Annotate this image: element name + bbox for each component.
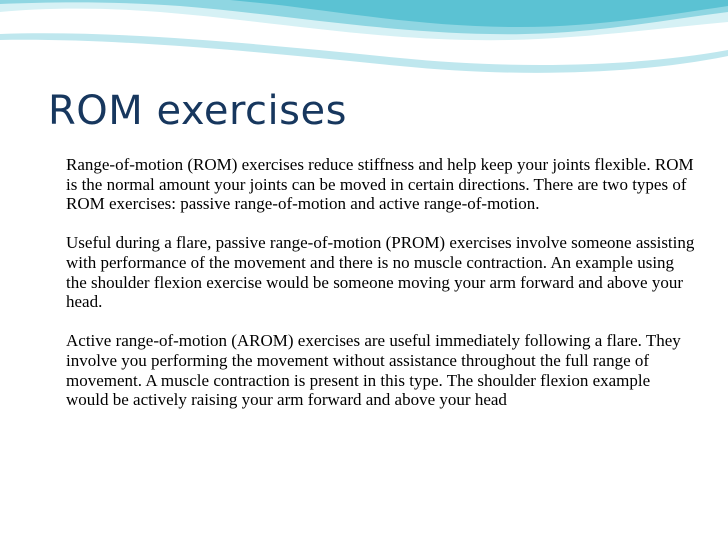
bullet-list: [46, 155, 696, 410]
bullet-text: [66, 312, 696, 332]
bullet-item: [46, 331, 696, 409]
bullet-text: Active range-of-motion (AROM) exercises are useful immediately following a flare. They involve you performing the movement without assistance throughout the full range of movement. A muscle contraction is present in this type. The shoulder flexion example would be actively raising your arm forward and above your head: [66, 331, 681, 410]
bullet-item: [46, 233, 696, 311]
slide-title: ROM exercises: [48, 88, 347, 134]
bullet-text: Range-of-motion (ROM) exercises reduce stiffness and help keep your joints flexible. ROM is the normal amount your joints can be moved in certain directions. There are two types of ROM exercises: passive range-of-motion and active range-of-motion.: [66, 155, 694, 214]
bullet-text: Useful during a flare, passive range-of-motion (PROM) exercises involve someone assisting with performance of the movement and there is no muscle contraction. An example using the shoulder flexion exercise would be someone moving your arm forward and above your head.: [66, 233, 695, 312]
bullet-item: [46, 312, 696, 332]
bullet-text: [66, 214, 696, 234]
bullet-item: [46, 214, 696, 234]
header-wave-decoration: [0, 0, 728, 80]
bullet-item: [46, 155, 696, 214]
